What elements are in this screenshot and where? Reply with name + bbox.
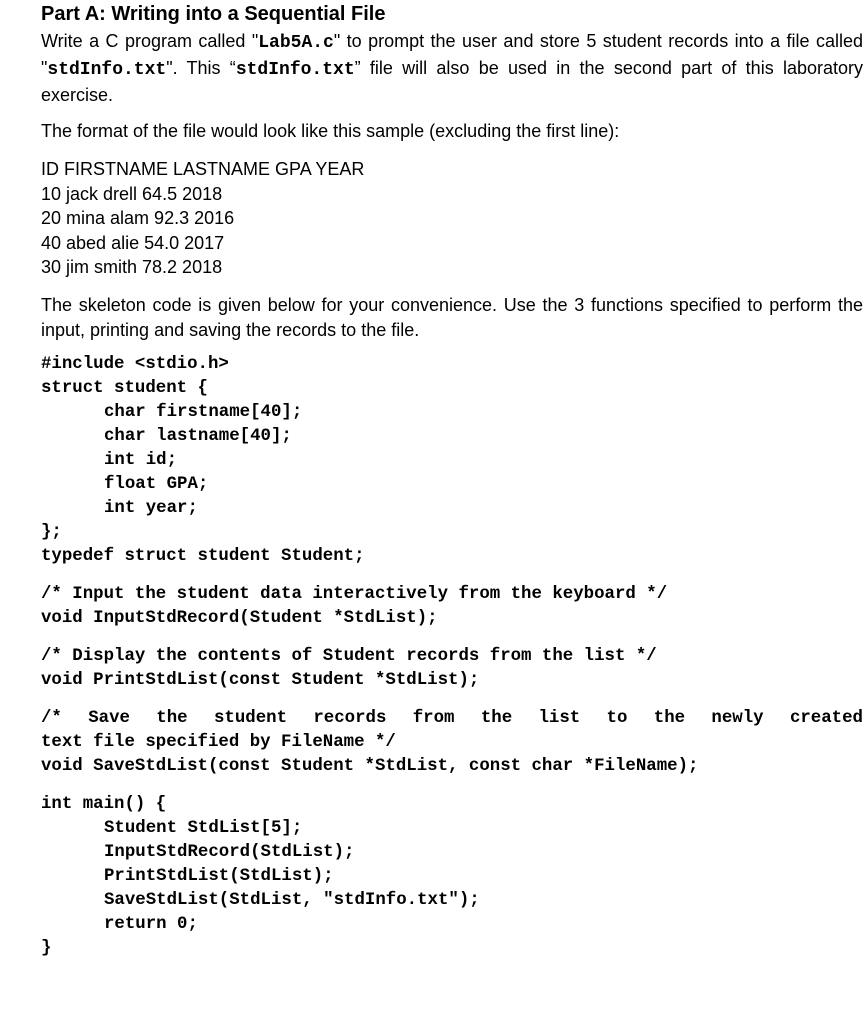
skeleton-paragraph: The skeleton code is given below for your convenience. Use the 3 functions specified to perform the input, printing and saving the records to the file. xyxy=(41,294,863,340)
code-struct-member: char lastname[40]; xyxy=(104,426,292,446)
format-paragraph: The format of the file would look like this sample (excluding the first line): xyxy=(41,121,620,141)
filename-lab5a: Lab5A.c xyxy=(258,33,334,53)
sample-file-contents xyxy=(41,157,863,280)
code-save-comment-line-1: /* Save the student records from the list to the newly created xyxy=(41,708,863,728)
code-main-statement: SaveStdList(StdList, "stdInfo.txt"); xyxy=(104,890,480,910)
code-include: #include <stdio.h> xyxy=(41,354,229,374)
code-input-comment: /* Input the student data interactively from the keyboard */ xyxy=(41,584,668,604)
code-print-comment: /* Display the contents of Student records from the list */ xyxy=(41,646,657,666)
sample-record-line: 30 jim smith 78.2 2018 xyxy=(41,257,223,277)
code-block xyxy=(41,353,863,961)
code-main-open: int main() { xyxy=(41,794,167,814)
intro-text-3: ". This “ xyxy=(166,58,236,78)
lab-document xyxy=(41,2,863,961)
code-struct-member: int year; xyxy=(104,498,198,518)
code-main-close: } xyxy=(41,938,52,958)
code-main-statement: Student StdList[5]; xyxy=(104,818,303,838)
sample-record-line: 20 mina alam 92.3 2016 xyxy=(41,208,235,228)
intro-text-2: " to prompt the user and store 5 student records into a file called " xyxy=(41,31,863,78)
code-main-statement: InputStdRecord(StdList); xyxy=(104,842,355,862)
sample-header-line: ID FIRSTNAME LASTNAME GPA YEAR xyxy=(41,159,365,179)
code-save-comment-line-2: text file specified by FileName */ xyxy=(41,732,396,752)
code-struct-open: struct student { xyxy=(41,378,208,398)
intro-paragraph xyxy=(41,29,863,108)
filename-stdinfo-2: stdInfo.txt xyxy=(235,60,355,80)
intro-text-4: ” file will also be used in the second part of this laboratory exercise. xyxy=(41,58,863,105)
section-heading: Part A: Writing into a Sequential File xyxy=(41,3,386,25)
filename-stdinfo: stdInfo.txt xyxy=(47,60,167,80)
sample-record-line: 40 abed alie 54.0 2017 xyxy=(41,232,225,253)
code-struct-close: }; xyxy=(41,522,62,542)
code-struct-member: int id; xyxy=(104,450,178,470)
code-print-prototype: void PrintStdList(const Student *StdList); xyxy=(41,670,480,690)
code-main-statement: PrintStdList(StdList); xyxy=(104,866,334,886)
code-struct-member: char firstname[40]; xyxy=(104,402,303,422)
code-save-prototype: void SaveStdList(const Student *StdList, const char *FileName); xyxy=(41,756,699,776)
code-struct-member: float GPA; xyxy=(104,474,209,494)
code-main-statement: return 0; xyxy=(104,914,198,934)
code-typedef: typedef struct student Student; xyxy=(41,546,365,566)
intro-text-1: Write a C program called " xyxy=(41,31,259,51)
sample-record-line: 10 jack drell 64.5 2018 xyxy=(41,183,223,204)
code-input-prototype: void InputStdRecord(Student *StdList); xyxy=(41,608,438,628)
